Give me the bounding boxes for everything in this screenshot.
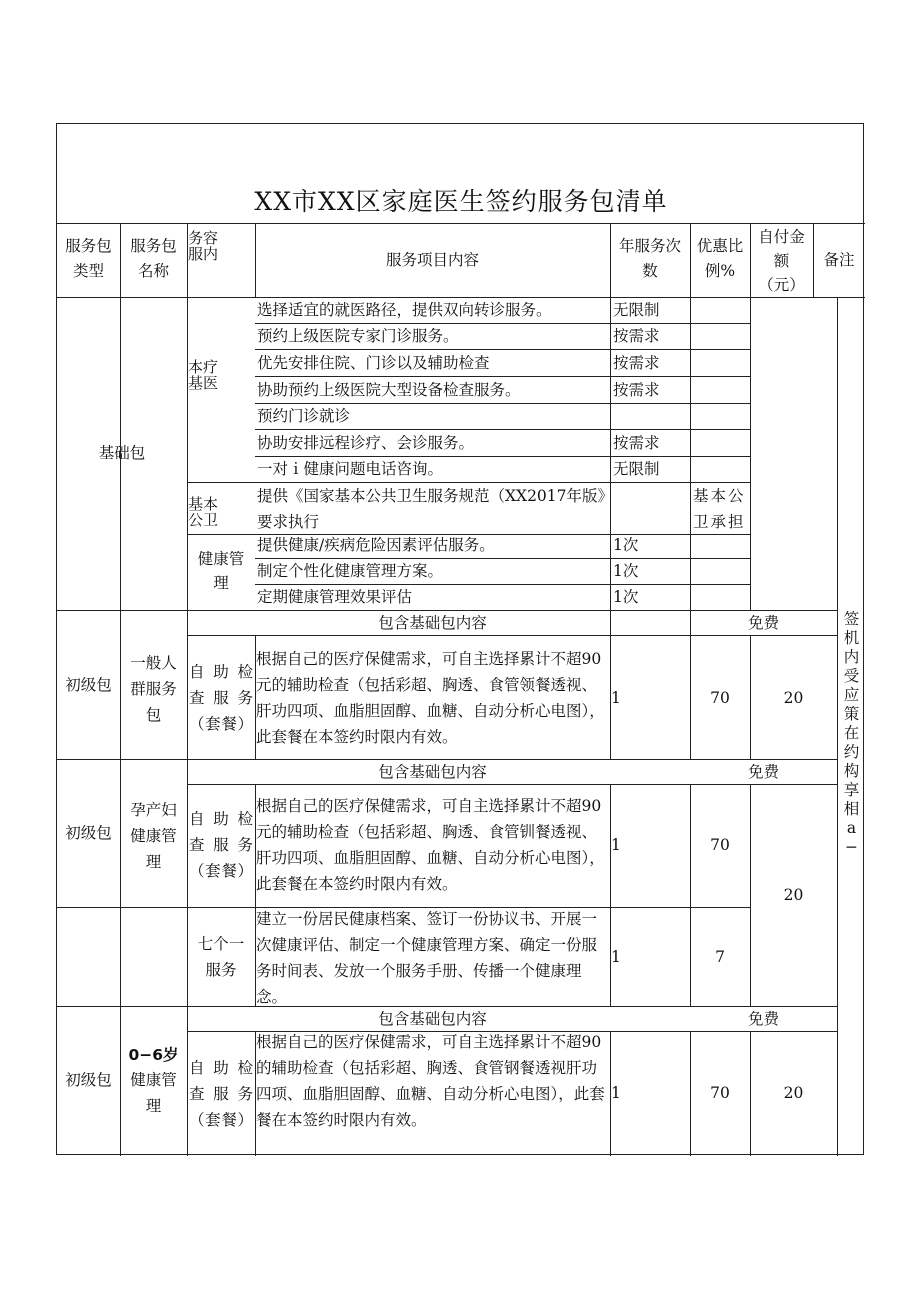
basic-cat1-row-item: 预约门诊就诊 xyxy=(257,407,351,425)
basic-cat3-row-times: 1次 xyxy=(613,588,639,606)
header-name: 服务包 名称 xyxy=(130,237,177,280)
pkg3-includes: 包含基础包内容 xyxy=(378,1010,487,1028)
rule xyxy=(690,223,691,635)
header-note: 备注 xyxy=(823,251,855,269)
pkg2-includes: 包含基础包内容 xyxy=(378,763,487,781)
basic-cat1-row-times: 按需求 xyxy=(613,381,660,399)
basic-cat1-row-times: 无限制 xyxy=(613,460,660,478)
rule xyxy=(610,784,611,1006)
basic-cat1-row-item: 一对ｉ健康问题电话咨询。 xyxy=(257,460,444,478)
note-text-content: 签机内受应策在约构享相a− xyxy=(843,610,860,856)
basic-cat3-row-item: 提供健康/疾病危险因素评估服务。 xyxy=(257,536,495,554)
basic-cat1-row-times: 按需求 xyxy=(613,354,660,372)
basic-cat3: 健康管 理 xyxy=(197,550,245,592)
basic-cat3-row-times: 1次 xyxy=(613,562,639,580)
header-times: 年服务次 数 xyxy=(618,237,681,280)
pkg2-discount2: 7 xyxy=(715,948,725,966)
pkg2-sub2: 七个一 服务 xyxy=(197,935,245,979)
basic-cat3-row-item: 定期健康管理效果评估 xyxy=(257,588,413,606)
pkg3-name-age: 0−6岁 xyxy=(128,1046,179,1064)
pkg2-item2: 建立一份居民健康档案、签订一份协议书、开展一次健康评估、制定一个健康管理方案、确定一份服务时间表、发放一个服务手册、传播一个健康理念。 xyxy=(256,910,598,1006)
pkg3-discount: 70 xyxy=(710,1084,730,1102)
pkg1-discount: 70 xyxy=(710,689,730,707)
pkg2-free: 免费 xyxy=(747,763,779,781)
header-discount: 优惠比 例% xyxy=(696,237,744,280)
pkg2-name: 孕产妇 健康管 理 xyxy=(130,801,177,871)
pkg2-type: 初级包 xyxy=(65,824,112,842)
header-type: 服务包 类型 xyxy=(65,237,112,280)
basic-cat1-row-times: 无限制 xyxy=(613,301,660,319)
pkg1-includes: 包含基础包内容 xyxy=(378,614,487,632)
rule xyxy=(690,784,691,1006)
pkg2-discount: 70 xyxy=(710,836,730,854)
pkg1-item: 根据自己的医疗保健需求，可自主选择累计不超90元的辅助检查（包括彩超、胸透、食管领餐透视、肝功四项、血脂胆固醇、血糖、自动分析心电图），此套餐在本签约时限内有效。 xyxy=(256,650,605,746)
basic-type: 基础包 xyxy=(98,444,146,462)
basic-cat1-row-item: 预约上级医院专家门诊服务。 xyxy=(257,327,459,345)
pkg2-sub: 自助检 查服务 （套餐） xyxy=(189,810,253,880)
pkg1-times: 1 xyxy=(611,689,621,707)
page-title: XX市XX区家庭医生签约服务包清单 xyxy=(254,187,668,216)
rule xyxy=(610,223,611,635)
pkg1-selfpay: 20 xyxy=(783,689,804,707)
pkg3-sub: 自助检 查服务 （套餐） xyxy=(189,1059,253,1129)
basic-cat1-row-item: 协助预约上级医院大型设备检查服务。 xyxy=(257,381,521,399)
pkg3-name: 健康管 理 xyxy=(130,1071,177,1115)
pkg3-free: 免费 xyxy=(747,1010,779,1028)
pkg3-item: 根据自己的医疗保健需求，可自主选择累计不超90的辅助检查（包括彩超、胸透、食管钢餐透视肝功四项、血脂胆固醇、血糖、自动分析心电图），此套餐在本签约时限内有效。 xyxy=(256,1033,605,1129)
document-table xyxy=(56,123,864,1155)
pkg2-selfpay: 20 xyxy=(783,886,804,904)
rule xyxy=(57,223,865,224)
pkg3-selfpay: 20 xyxy=(783,1084,804,1102)
basic-cat2: 基本 公卫 xyxy=(188,495,219,529)
pkg2-times: 1 xyxy=(611,836,621,854)
basic-cat3-row-times: 1次 xyxy=(613,536,639,554)
pkg1-free: 免费 xyxy=(747,614,779,632)
basic-cat1-row-item: 选择适宜的就医路径，提供双向转诊服务。 xyxy=(257,301,552,319)
basic-cat1-row-item: 优先安排住院、门诊以及辅助检查 xyxy=(257,354,490,372)
header-selfpay: 自付金 额 （元） xyxy=(758,228,805,294)
pkg2-times2: 1 xyxy=(611,948,621,966)
header-content: 务容 服内 xyxy=(188,229,219,263)
pkg1-type: 初级包 xyxy=(65,676,112,694)
pkg3-type: 初级包 xyxy=(65,1071,112,1089)
note-text xyxy=(838,610,865,857)
pkg1-sub: 自助检 查服务 （套餐） xyxy=(189,663,253,733)
header-items: 服务项目内容 xyxy=(385,251,479,269)
basic-cat1-row-times: 按需求 xyxy=(613,327,660,345)
basic-cat2-times: 基本公卫承担 xyxy=(693,487,746,531)
basic-cat3-row-item: 制定个性化健康管理方案。 xyxy=(257,562,444,580)
basic-cat1-row-times: 按需求 xyxy=(613,434,660,452)
basic-cat2-item: 提供《国家基本公共卫生服务规范（XX2017年版》要求执行 xyxy=(257,487,606,531)
pkg3-times: 1 xyxy=(611,1084,621,1102)
basic-cat1-row-item: 协助安排远程诊疗、会诊服务。 xyxy=(257,434,475,452)
pkg1-name: 一般人 群服务 包 xyxy=(130,654,177,724)
pkg2-item: 根据自己的医疗保健需求，可自主选择累计不超90元的辅助检查（包括彩超、胸透、食管钏餐透视、肝功四项、血脂胆固醇、血糖、自动分析心电图），此套餐在本签约时限内有效。 xyxy=(256,797,605,893)
basic-cat1: 本疗 基医 xyxy=(188,358,219,392)
